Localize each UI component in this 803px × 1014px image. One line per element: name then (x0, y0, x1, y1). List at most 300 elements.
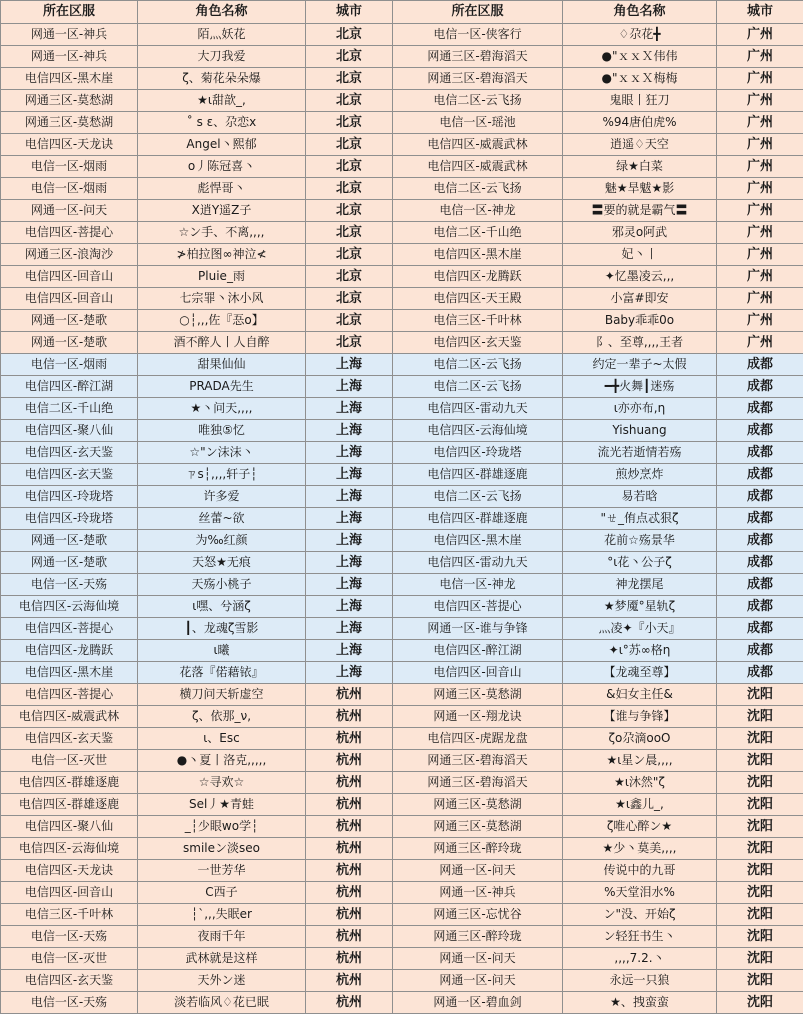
header-role-right: 角色名称 (563, 1, 717, 24)
city-left-cell: 北京 (306, 178, 393, 200)
city-right-cell: 沈阳 (717, 926, 803, 948)
table-row (1, 244, 803, 266)
server-right-cell: 网通三区-醉玲珑 (393, 926, 563, 948)
city-left-cell: 北京 (306, 46, 393, 68)
role-name-left-cell: 一世芳华 (138, 860, 306, 882)
role-name-left-cell: 唯独⑤忆 (138, 420, 306, 442)
city-left-cell: 上海 (306, 596, 393, 618)
role-name-left-cell: ι曦 (138, 640, 306, 662)
server-right-cell: 电信四区-群雄逐鹿 (393, 464, 563, 486)
server-left-cell: 网通三区-莫愁湖 (1, 90, 138, 112)
city-right-cell: 成都 (717, 552, 803, 574)
server-left-cell: 电信一区-灭世 (1, 948, 138, 970)
table-row (1, 662, 803, 684)
city-right-cell: 沈阳 (717, 948, 803, 970)
table-body (1, 24, 803, 1014)
role-name-left-cell: ι嘿、兮涵ζ (138, 596, 306, 618)
role-name-right-cell: %94唐伯虎% (563, 112, 717, 134)
table-row (1, 772, 803, 794)
role-name-left-cell: ○┆,,,佐『忢o】 (138, 310, 306, 332)
city-left-cell: 北京 (306, 90, 393, 112)
city-right-cell: 沈阳 (717, 794, 803, 816)
server-left-cell: 电信四区-玄天鉴 (1, 464, 138, 486)
city-left-cell: 北京 (306, 244, 393, 266)
header-server-right: 所在区服 (393, 1, 563, 24)
role-name-right-cell: ★ι星ン晨,,,, (563, 750, 717, 772)
role-name-right-cell: 灬凌✦『小天』 (563, 618, 717, 640)
city-left-cell: 上海 (306, 376, 393, 398)
server-right-cell: 网通三区-忘忧谷 (393, 904, 563, 926)
city-left-cell: 杭州 (306, 728, 393, 750)
role-name-left-cell: C西子 (138, 882, 306, 904)
role-name-right-cell: ★梦魇°星轨ζ (563, 596, 717, 618)
server-right-cell: 电信一区-瑶池 (393, 112, 563, 134)
role-name-right-cell: 传说中的九哥 (563, 860, 717, 882)
city-left-cell: 杭州 (306, 948, 393, 970)
server-right-cell: 电信一区-神龙 (393, 200, 563, 222)
city-left-cell: 北京 (306, 222, 393, 244)
role-name-left-cell: ★丶问天,,,, (138, 398, 306, 420)
server-right-cell: 电信四区-云海仙境 (393, 420, 563, 442)
city-right-cell: 广州 (717, 178, 803, 200)
table-row (1, 486, 803, 508)
table-row (1, 68, 803, 90)
city-right-cell: 成都 (717, 398, 803, 420)
city-right-cell: 沈阳 (717, 992, 803, 1014)
server-left-cell: 电信四区-菩提心 (1, 222, 138, 244)
server-right-cell: 电信一区-侠客行 (393, 24, 563, 46)
server-left-cell: 电信一区-烟雨 (1, 354, 138, 376)
role-name-left-cell: 花落『偌藉铱』 (138, 662, 306, 684)
role-name-right-cell: "ㄝ_侑点忒狠ζ (563, 508, 717, 530)
table-row (1, 332, 803, 354)
city-left-cell: 杭州 (306, 992, 393, 1014)
role-name-left-cell: 甜果仙仙 (138, 354, 306, 376)
role-name-right-cell: ン轻狂书生丶 (563, 926, 717, 948)
table-row (1, 508, 803, 530)
server-right-cell: 电信四区-黑木崖 (393, 244, 563, 266)
server-right-cell: 电信二区-云飞扬 (393, 376, 563, 398)
role-name-left-cell: 夜雨千年 (138, 926, 306, 948)
server-right-cell: 电信四区-玲珑塔 (393, 442, 563, 464)
role-name-left-cell: 天外ン迷 (138, 970, 306, 992)
city-left-cell: 上海 (306, 354, 393, 376)
server-left-cell: 网通一区-神兵 (1, 24, 138, 46)
table-row (1, 706, 803, 728)
table-row (1, 178, 803, 200)
server-left-cell: 网通一区-问天 (1, 200, 138, 222)
role-name-right-cell: Yishuang (563, 420, 717, 442)
server-right-cell: 网通三区-碧海滔天 (393, 772, 563, 794)
role-name-right-cell: 约定一辈子~太假 (563, 354, 717, 376)
role-name-left-cell: _┆少眼wo学┆ (138, 816, 306, 838)
server-left-cell: 电信四区-菩提心 (1, 618, 138, 640)
server-right-cell: 电信四区-威震武林 (393, 156, 563, 178)
city-left-cell: 上海 (306, 552, 393, 574)
role-name-right-cell: ζo尕滴ooO (563, 728, 717, 750)
role-name-right-cell: &妇女主任& (563, 684, 717, 706)
city-right-cell: 广州 (717, 332, 803, 354)
city-left-cell: 上海 (306, 442, 393, 464)
server-right-cell: 网通一区-碧血剑 (393, 992, 563, 1014)
city-left-cell: 北京 (306, 266, 393, 288)
role-name-right-cell: Baby乖乖0o (563, 310, 717, 332)
server-left-cell: 电信一区-灭世 (1, 750, 138, 772)
server-right-cell: 电信四区-群雄逐鹿 (393, 508, 563, 530)
table-row (1, 266, 803, 288)
server-left-cell: 电信四区-聚八仙 (1, 420, 138, 442)
table-row (1, 684, 803, 706)
table-row (1, 640, 803, 662)
role-name-left-cell: 大刀我爱 (138, 46, 306, 68)
table-row (1, 134, 803, 156)
city-left-cell: 北京 (306, 310, 393, 332)
server-right-cell: 网通三区-莫愁湖 (393, 684, 563, 706)
role-name-left-cell: 丝蕾~欲 (138, 508, 306, 530)
city-right-cell: 成都 (717, 596, 803, 618)
city-left-cell: 北京 (306, 156, 393, 178)
city-left-cell: 上海 (306, 640, 393, 662)
table-row (1, 948, 803, 970)
table-row (1, 882, 803, 904)
table-row (1, 992, 803, 1014)
table-row (1, 618, 803, 640)
server-right-cell: 网通一区-问天 (393, 970, 563, 992)
server-left-cell: 电信一区-天殇 (1, 926, 138, 948)
city-left-cell: 杭州 (306, 926, 393, 948)
server-left-cell: 电信四区-天龙诀 (1, 860, 138, 882)
server-right-cell: 电信四区-雷动九天 (393, 552, 563, 574)
city-right-cell: 广州 (717, 134, 803, 156)
city-left-cell: 上海 (306, 574, 393, 596)
city-left-cell: 杭州 (306, 816, 393, 838)
server-left-cell: 网通一区-楚歌 (1, 310, 138, 332)
server-left-cell: 电信四区-玲珑塔 (1, 486, 138, 508)
table-row (1, 24, 803, 46)
table-row (1, 376, 803, 398)
city-left-cell: 上海 (306, 530, 393, 552)
server-left-cell: 网通三区-浪淘沙 (1, 244, 138, 266)
role-name-right-cell: 鬼眼丨狂刀 (563, 90, 717, 112)
role-name-right-cell: 神龙摆尾 (563, 574, 717, 596)
role-name-left-cell: ζ、依那_ν, (138, 706, 306, 728)
city-right-cell: 沈阳 (717, 728, 803, 750)
table-row (1, 596, 803, 618)
role-name-left-cell: smileン淡seo (138, 838, 306, 860)
role-name-left-cell: 天怒★无痕 (138, 552, 306, 574)
city-left-cell: 上海 (306, 662, 393, 684)
role-name-left-cell: 武林就是这样 (138, 948, 306, 970)
server-right-cell: 电信四区-菩提心 (393, 596, 563, 618)
server-right-cell: 电信二区-云飞扬 (393, 178, 563, 200)
table-row (1, 728, 803, 750)
server-right-cell: 电信四区-天王殿 (393, 288, 563, 310)
role-name-right-cell: ζ唯心醉ン★ (563, 816, 717, 838)
server-right-cell: 网通三区-莫愁湖 (393, 794, 563, 816)
city-left-cell: 杭州 (306, 882, 393, 904)
role-name-left-cell: 许多爱 (138, 486, 306, 508)
server-left-cell: 电信四区-玄天鉴 (1, 442, 138, 464)
server-left-cell: 电信四区-云海仙境 (1, 596, 138, 618)
role-name-left-cell: 酒不醉人丨人自醉 (138, 332, 306, 354)
table-row (1, 156, 803, 178)
server-left-cell: 电信四区-云海仙境 (1, 838, 138, 860)
role-name-right-cell: 〓要的就是霸气〓 (563, 200, 717, 222)
city-right-cell: 广州 (717, 288, 803, 310)
table-row (1, 200, 803, 222)
header-server-left: 所在区服 (1, 1, 138, 24)
role-name-right-cell: ✦ι°苏∞格η (563, 640, 717, 662)
server-right-cell: 网通三区-莫愁湖 (393, 816, 563, 838)
city-left-cell: 北京 (306, 200, 393, 222)
table-row (1, 530, 803, 552)
city-right-cell: 广州 (717, 46, 803, 68)
server-left-cell: 电信四区-菩提心 (1, 684, 138, 706)
header-city-right: 城市 (717, 1, 803, 24)
header-city-left: 城市 (306, 1, 393, 24)
table-row (1, 970, 803, 992)
role-name-left-cell: ☆ン手、不离,,,, (138, 222, 306, 244)
server-left-cell: 电信二区-千山绝 (1, 398, 138, 420)
table-row (1, 354, 803, 376)
city-right-cell: 沈阳 (717, 882, 803, 904)
table-row (1, 838, 803, 860)
city-right-cell: 沈阳 (717, 750, 803, 772)
server-left-cell: 电信四区-回音山 (1, 266, 138, 288)
server-left-cell: 电信四区-玄天鉴 (1, 728, 138, 750)
server-left-cell: 电信一区-天殇 (1, 992, 138, 1014)
role-name-right-cell: 流光若逝情若殇 (563, 442, 717, 464)
header-row (1, 1, 803, 24)
server-left-cell: 电信四区-群雄逐鹿 (1, 772, 138, 794)
server-right-cell: 电信二区-云飞扬 (393, 354, 563, 376)
city-left-cell: 上海 (306, 508, 393, 530)
role-name-right-cell: °ι花丶公子ζ (563, 552, 717, 574)
city-left-cell: 上海 (306, 420, 393, 442)
city-left-cell: 杭州 (306, 684, 393, 706)
city-right-cell: 沈阳 (717, 904, 803, 926)
table-row (1, 46, 803, 68)
server-left-cell: 电信四区-群雄逐鹿 (1, 794, 138, 816)
server-right-cell: 电信四区-醉江湖 (393, 640, 563, 662)
server-right-cell: 电信四区-龙腾跃 (393, 266, 563, 288)
role-name-left-cell: ο丿陈冠喜丶 (138, 156, 306, 178)
role-name-right-cell: 绿★白菜 (563, 156, 717, 178)
city-right-cell: 成都 (717, 486, 803, 508)
table-row (1, 574, 803, 596)
role-name-right-cell: 逍遥♢天空 (563, 134, 717, 156)
role-name-right-cell: 易若晗 (563, 486, 717, 508)
city-right-cell: 成都 (717, 574, 803, 596)
server-right-cell: 网通三区-碧海滔天 (393, 46, 563, 68)
server-left-cell: 电信三区-千叶林 (1, 904, 138, 926)
server-left-cell: 电信四区-天龙诀 (1, 134, 138, 156)
table-row (1, 398, 803, 420)
role-name-left-cell: ㄗs┆,,,,轩子┆ (138, 464, 306, 486)
city-left-cell: 杭州 (306, 706, 393, 728)
server-left-cell: 电信四区-醉江湖 (1, 376, 138, 398)
table-row (1, 90, 803, 112)
table-row (1, 288, 803, 310)
server-right-cell: 网通一区-问天 (393, 860, 563, 882)
role-name-left-cell: ☆寻欢☆ (138, 772, 306, 794)
table-row (1, 860, 803, 882)
city-left-cell: 杭州 (306, 794, 393, 816)
role-name-right-cell: 【龙魂至尊】 (563, 662, 717, 684)
server-left-cell: 电信一区-烟雨 (1, 156, 138, 178)
server-right-cell: 网通一区-翔龙诀 (393, 706, 563, 728)
server-right-cell: 电信四区-虎踞龙盘 (393, 728, 563, 750)
table-row (1, 794, 803, 816)
city-right-cell: 沈阳 (717, 706, 803, 728)
server-right-cell: 电信四区-黑木崖 (393, 530, 563, 552)
table-row (1, 464, 803, 486)
city-left-cell: 北京 (306, 332, 393, 354)
city-right-cell: 广州 (717, 112, 803, 134)
city-right-cell: 成都 (717, 530, 803, 552)
header-role-left: 角色名称 (138, 1, 306, 24)
city-right-cell: 沈阳 (717, 970, 803, 992)
role-name-left-cell: ζ、菊花朵朵爆 (138, 68, 306, 90)
server-left-cell: 电信四区-玄天鉴 (1, 970, 138, 992)
city-right-cell: 沈阳 (717, 816, 803, 838)
table-row (1, 750, 803, 772)
city-left-cell: 杭州 (306, 970, 393, 992)
role-name-left-cell: ☆"ン沫沫丶 (138, 442, 306, 464)
role-name-right-cell: ✦忆墨凌云,,, (563, 266, 717, 288)
role-name-left-cell: ≯柏拉图∞神泣≮ (138, 244, 306, 266)
server-right-cell: 电信一区-神龙 (393, 574, 563, 596)
city-left-cell: 杭州 (306, 860, 393, 882)
server-right-cell: 电信二区-千山绝 (393, 222, 563, 244)
city-right-cell: 沈阳 (717, 684, 803, 706)
table-row (1, 926, 803, 948)
server-left-cell: 网通三区-莫愁湖 (1, 112, 138, 134)
server-right-cell: 电信四区-威震武林 (393, 134, 563, 156)
city-right-cell: 沈阳 (717, 772, 803, 794)
role-name-left-cell: Pluie_雨 (138, 266, 306, 288)
role-name-right-cell: ★ι鑫儿_, (563, 794, 717, 816)
city-left-cell: 杭州 (306, 904, 393, 926)
city-right-cell: 广州 (717, 24, 803, 46)
city-right-cell: 广州 (717, 310, 803, 332)
role-name-right-cell: ♢尕花╋ (563, 24, 717, 46)
role-name-left-cell: 淡若临风♢花已眠 (138, 992, 306, 1014)
role-name-left-cell: ι、Esc (138, 728, 306, 750)
city-right-cell: 成都 (717, 508, 803, 530)
city-right-cell: 成都 (717, 662, 803, 684)
city-right-cell: 沈阳 (717, 860, 803, 882)
server-left-cell: 网通一区-楚歌 (1, 530, 138, 552)
table-row (1, 420, 803, 442)
role-name-right-cell: ン"没、开始ζ (563, 904, 717, 926)
city-right-cell: 广州 (717, 68, 803, 90)
server-left-cell: 电信四区-玲珑塔 (1, 508, 138, 530)
server-right-cell: 网通三区-碧海滔天 (393, 68, 563, 90)
role-name-right-cell: ,,,,7.2.丶 (563, 948, 717, 970)
server-left-cell: 电信一区-烟雨 (1, 178, 138, 200)
city-left-cell: 北京 (306, 112, 393, 134)
role-name-left-cell: X逍Y遥Z子 (138, 200, 306, 222)
city-right-cell: 广州 (717, 244, 803, 266)
city-right-cell: 广州 (717, 222, 803, 244)
server-right-cell: 电信二区-云飞扬 (393, 90, 563, 112)
role-name-right-cell: ★ι沐然"ζ (563, 772, 717, 794)
role-name-right-cell: 邪灵o阿武 (563, 222, 717, 244)
city-left-cell: 杭州 (306, 772, 393, 794)
role-name-right-cell: ★、拽蛮蛮 (563, 992, 717, 1014)
role-name-left-cell: 横刀问天斩虚空 (138, 684, 306, 706)
city-left-cell: 杭州 (306, 838, 393, 860)
server-right-cell: 网通三区-碧海滔天 (393, 750, 563, 772)
server-left-cell: 电信一区-天殇 (1, 574, 138, 596)
city-left-cell: 杭州 (306, 750, 393, 772)
role-name-right-cell: 阝、至尊,,,,王者 (563, 332, 717, 354)
role-name-left-cell: ┃、龙魂ζ雪影 (138, 618, 306, 640)
server-left-cell: 网通一区-楚歌 (1, 552, 138, 574)
role-name-right-cell: %天堂泪水% (563, 882, 717, 904)
role-name-right-cell: ●"ｘｘＸ伟伟 (563, 46, 717, 68)
table-row (1, 816, 803, 838)
city-left-cell: 北京 (306, 24, 393, 46)
city-right-cell: 沈阳 (717, 838, 803, 860)
role-name-right-cell: 【谁与争锋】 (563, 706, 717, 728)
city-left-cell: 上海 (306, 398, 393, 420)
role-name-left-cell: ┆`,,,失眠er (138, 904, 306, 926)
server-left-cell: 电信四区-黑木崖 (1, 68, 138, 90)
role-name-left-cell: 陌灬妖花 (138, 24, 306, 46)
server-right-cell: 网通一区-神兵 (393, 882, 563, 904)
role-name-right-cell: 永远一只狼 (563, 970, 717, 992)
table-row (1, 112, 803, 134)
server-right-cell: 网通三区-醉玲珑 (393, 838, 563, 860)
role-name-left-cell: 为‰红颜 (138, 530, 306, 552)
city-right-cell: 广州 (717, 266, 803, 288)
server-left-cell: 电信四区-龙腾跃 (1, 640, 138, 662)
city-right-cell: 成都 (717, 420, 803, 442)
city-right-cell: 成都 (717, 442, 803, 464)
role-name-right-cell: 魅★旱魃★影 (563, 178, 717, 200)
role-name-right-cell: 煎炒烹炸 (563, 464, 717, 486)
role-name-right-cell: ★少丶莫美,,,, (563, 838, 717, 860)
role-name-left-cell: 天殇小桃子 (138, 574, 306, 596)
table-row (1, 222, 803, 244)
server-left-cell: 电信四区-回音山 (1, 288, 138, 310)
role-name-left-cell: Sel丿★青蛙 (138, 794, 306, 816)
city-right-cell: 广州 (717, 200, 803, 222)
server-left-cell: 电信四区-威震武林 (1, 706, 138, 728)
server-left-cell: 电信四区-回音山 (1, 882, 138, 904)
city-right-cell: 成都 (717, 354, 803, 376)
role-name-left-cell: ★ι甜歆_, (138, 90, 306, 112)
city-right-cell: 成都 (717, 618, 803, 640)
server-right-cell: 电信四区-雷动九天 (393, 398, 563, 420)
city-right-cell: 成都 (717, 640, 803, 662)
server-left-cell: 网通一区-神兵 (1, 46, 138, 68)
role-name-left-cell: 彪悍哥丶 (138, 178, 306, 200)
server-left-cell: 电信四区-聚八仙 (1, 816, 138, 838)
table-row (1, 904, 803, 926)
server-left-cell: 网通一区-楚歌 (1, 332, 138, 354)
role-name-left-cell: ●丶夏丨洛克,,,,, (138, 750, 306, 772)
city-right-cell: 成都 (717, 464, 803, 486)
city-left-cell: 上海 (306, 464, 393, 486)
server-right-cell: 电信二区-云飞扬 (393, 486, 563, 508)
role-name-left-cell: 七宗罪丶沐小风 (138, 288, 306, 310)
role-name-right-cell: ι亦亦布,η (563, 398, 717, 420)
server-right-cell: 网通一区-问天 (393, 948, 563, 970)
city-right-cell: 成都 (717, 376, 803, 398)
